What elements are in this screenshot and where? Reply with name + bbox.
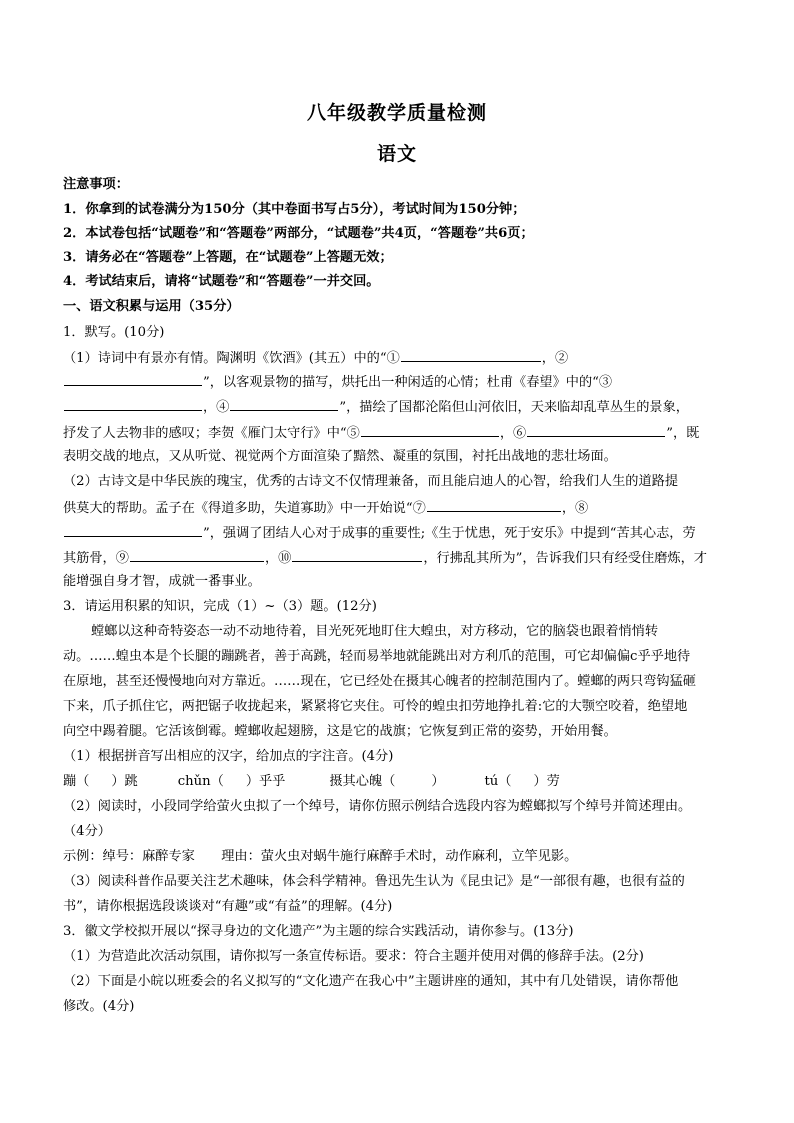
q1-line	[63, 397, 689, 417]
q1-text: ”，以客观景物的描写，烘托出一种闲适的心情；杜甫《春望》中的“③	[203, 375, 613, 390]
q1-line	[63, 372, 612, 392]
notice-heading: 注意事项：	[63, 177, 129, 192]
fill-item: tú（	[484, 774, 512, 789]
answer-blank-4[interactable]	[230, 397, 338, 411]
passage-line: 动。……蝗虫本是个长腿的蹦跳者，善于高跳，轻而易举地就能跳出对方利爪的范围，可它却偏偏c乎乎地待	[63, 649, 691, 664]
sub-question-3: （3）阅读科普作品要关注艺术趣味，体会科学精神。鲁迅先生认为《昆虫记》是“一部很有趣，也很有益的	[63, 874, 685, 889]
q1-text: （1）诗词中有景亦有情。陶渊明《饮酒》(其五）中的“①	[63, 351, 400, 366]
sub-question-3-cont: 书”，请你根据选段谈谈对“有趣”或“有益”的理解。(4分)	[63, 899, 393, 914]
notice-item-1: 1．你拿到的试卷满分为150分（其中卷面书写占5分），考试时间为150分钟；	[63, 202, 526, 217]
notice-item-3: 3．请务必在“答题卷”上答题，在“试题卷”上答题无效；	[63, 250, 393, 265]
q1-line: 表明交战的地点，又从听觉、视觉两个方面渲染了黯然、凝重的氛围，衬托出战地的悲壮场面。	[63, 449, 617, 464]
sub-question-2: （2）阅读时，小段同学给萤火虫拟了一个绰号，请你仿照示例结合选段内容为螳螂拟写个绰号并简述理由。	[63, 799, 692, 814]
answer-blank-9[interactable]	[130, 548, 264, 562]
q1-text: ，行拂乱其所为”，告诉我们只有经受住磨炼，才	[423, 551, 707, 566]
answer-blank-1[interactable]	[401, 348, 541, 362]
q3b-sub-1: （1）为营造此次活动氛围，请你拟写一条宣传标语。要求：符合主题并使用对偶的修辞手法。(2分)	[63, 949, 644, 964]
fill-item: ）	[431, 774, 445, 789]
q1-line	[63, 423, 699, 443]
q1-line	[63, 348, 568, 368]
sub-question-2-score: （4分）	[63, 824, 111, 839]
fill-item: 蹦（	[63, 774, 90, 789]
pinyin-fill-row	[63, 773, 560, 791]
q1-line	[63, 523, 696, 543]
q1-text: ，④	[203, 400, 230, 415]
answer-blank-8[interactable]	[64, 523, 202, 537]
question-3-title: 3．请运用积累的知识，完成（1）~（3）题。(12分)	[63, 599, 377, 614]
q1-text: 抒发了人去物非的感叹；李贺《雁门太守行》中“⑤	[63, 426, 360, 441]
answer-blank-3[interactable]	[64, 397, 202, 411]
q3b-sub-2-cont: 修改。(4分)	[63, 999, 135, 1014]
fill-item: ）乎乎	[245, 774, 286, 789]
q1-line	[63, 548, 707, 568]
answer-blank-6[interactable]	[527, 423, 665, 437]
passage-line: 螳螂以这种奇特姿态一动不动地待着，目光死死地盯住大蝗虫，对方移动，它的脑袋也跟着悄悄转	[91, 624, 659, 639]
sub-question-1: （1）根据拼音写出相应的汉字，给加点的字注音。(4分)	[63, 749, 394, 764]
q1-text: ，②	[541, 351, 569, 366]
fill-item: chǔn（	[177, 774, 224, 789]
q1-text: ，⑥	[499, 426, 527, 441]
q1-text: ”，既	[666, 426, 700, 441]
fill-item: 摄其心魄（	[329, 774, 396, 789]
passage-line: 向空中踢着腿。它活该倒霉。螳螂收起翅膀，这是它的战旗；它恢复到正常的姿势，开始用餐。	[63, 724, 617, 739]
subject-title: 语文	[376, 143, 417, 165]
question-1-title: 1．默写。(10分)	[63, 325, 165, 340]
answer-blank-10[interactable]	[292, 548, 422, 562]
q1-text: 其筋骨，⑨	[63, 551, 129, 566]
answer-blank-7[interactable]	[427, 498, 561, 512]
q1-line: 能增强自身才智，成就一番事业。	[63, 574, 261, 589]
passage-line: 在原地，甚至还慢慢地向对方靠近。……现在，它已经处在摄其心魄者的控制范围内了。螳螂的两只弯钩猛砸	[63, 674, 696, 689]
passage-line: 下来，爪子抓住它，两把锯子收拢起来，紧紧将它夹住。可怜的蝗虫扣劳地挣扎着:它的大颚空咬着，绝望地	[63, 699, 688, 714]
fill-item: ）跳	[111, 774, 138, 789]
exam-title: 八年级教学质量检测	[306, 102, 487, 124]
q1-line: （2）古诗文是中华民族的瑰宝，优秀的古诗文不仅情理兼备，而且能启迪人的心智，给我们人生的道路提	[63, 474, 679, 489]
question-3b-title: 3．徽文学校拟开展以“探寻身边的文化遗产”为主题的综合实践活动，请你参与。(13分)	[63, 924, 574, 939]
notice-item-4: 4．考试结束后，请将“试题卷”和“答题卷”一并交回。	[63, 274, 380, 289]
q1-line	[63, 498, 588, 518]
q1-text: ，⑩	[264, 551, 292, 566]
q3b-sub-2: （2）下面是小皖以班委会的名义拟写的“文化遗产在我心中”主题讲座的通知，其中有几处错误，请你帮他	[63, 974, 679, 989]
q1-text: 供莫大的帮助。孟子在《得道多助，失道寡助》中一开始说“⑦	[63, 501, 426, 516]
notice-item-2: 2．本试卷包括“试题卷”和“答题卷”两部分，“试题卷”共4页，“答题卷”共6页；	[63, 226, 534, 241]
answer-blank-5[interactable]	[361, 423, 499, 437]
q1-text: ，⑧	[561, 501, 589, 516]
answer-blank-2[interactable]	[64, 372, 202, 386]
fill-item: ）劳	[533, 774, 560, 789]
q1-text: ”，强调了团结人心对于成事的重要性;《生于忧患，死于安乐》中提到“苦其心志，劳	[203, 526, 696, 541]
section-heading: 一、语文积累与运用（35分）	[63, 299, 240, 314]
q1-text: ”，描绘了国都沦陷但山河依旧，天来临却乱草丛生的景象，	[339, 400, 689, 415]
example-line: 示例：绰号：麻醉专家 理由：萤火虫对蜗牛施行麻醉手术时，动作麻利，立竿见影。	[63, 849, 578, 864]
